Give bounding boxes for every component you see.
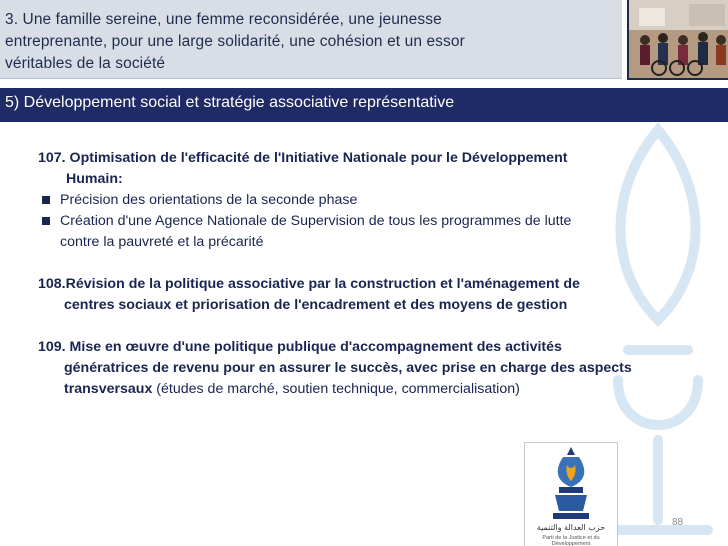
- page-number: 88: [672, 517, 684, 528]
- bullet-text: Précision des orientations de la seconde phase: [60, 192, 358, 208]
- item-heading-line: Humain:: [66, 171, 123, 187]
- logo-caption-french: Parti de la Justice et du Développement: [542, 535, 600, 546]
- slide-header: [0, 0, 622, 79]
- bullet-text: contre la pauvreté et la précarité: [60, 234, 264, 250]
- section-bar: [0, 88, 728, 122]
- item-heading: [38, 337, 688, 400]
- square-bullet-icon: [42, 196, 50, 204]
- section-title: 5) Développement social et stratégie associative représentative: [5, 94, 455, 111]
- item-heading: [38, 274, 688, 316]
- bullet-text: Création d'une Agence Nationale de Supervision de tous les programmes de lutte: [60, 213, 572, 229]
- item-108: [38, 274, 688, 316]
- item-109: [38, 337, 688, 400]
- header-photo: [627, 0, 728, 80]
- item-heading-line: centres sociaux et priorisation de l'encadrement et des moyens de gestion: [64, 297, 568, 313]
- bullet-item: [38, 190, 688, 211]
- logo-caption-arabic: حزب العدالة والتنمية: [536, 523, 606, 532]
- item-heading-line: 109. Mise en œuvre d'une politique publique d'accompagnement des activités: [38, 339, 562, 355]
- lantern-logo-icon: [525, 443, 617, 523]
- header-line: 3. Une famille sereine, une femme reconsidérée, une jeunesse: [5, 11, 442, 28]
- item-heading: [38, 148, 688, 190]
- header-line: véritables de la société: [5, 55, 166, 72]
- item-heading-line: génératrices de revenu pour en assurer le succès, avec prise en charge des aspects: [64, 360, 632, 376]
- party-logo: [524, 442, 618, 546]
- item-heading-line: 107. Optimisation de l'efficacité de l'Initiative Nationale pour le Développement: [38, 150, 568, 166]
- item-heading-line: 108.Révision de la politique associative par la construction et l'aménagement de: [38, 276, 580, 292]
- bullet-item: [38, 211, 688, 253]
- square-bullet-icon: [42, 217, 50, 225]
- item-heading-bold-part: transversaux: [64, 381, 153, 397]
- photo-image: [629, 0, 728, 78]
- item-heading-plain-part: (études de marché, soutien technique, commercialisation): [152, 381, 520, 397]
- item-heading-line: [64, 379, 688, 400]
- header-title: [5, 9, 595, 75]
- bullet-list: [38, 190, 688, 253]
- item-107: [38, 148, 688, 253]
- content-body: [38, 148, 688, 400]
- header-line: entreprenante, pour une large solidarité, une cohésion et un essor: [5, 33, 465, 50]
